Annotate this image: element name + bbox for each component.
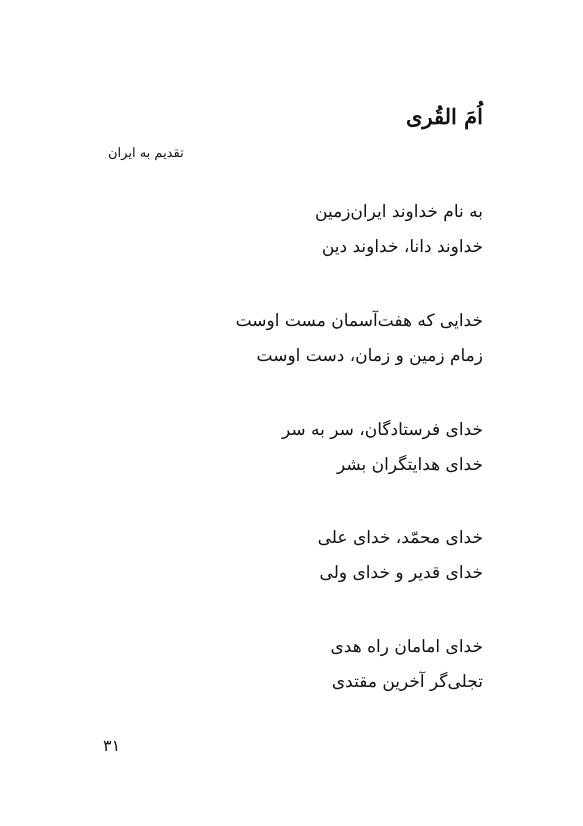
verse-line: خداوند دانا، خداوند دین — [321, 237, 483, 257]
verse-line: خدای هدایتگران بشر — [337, 455, 483, 475]
verse-line: خدای محمّد، خدای علی — [317, 528, 483, 548]
verse-line: تجلی‌گر آخرین مقتدی — [331, 672, 483, 692]
poem-title: اُمَ القُری — [405, 104, 483, 129]
verse-line: خدای امامان راه هدی — [330, 637, 483, 657]
page-number: ۳۱ — [103, 736, 121, 755]
verse-line: زمام زمین و زمان، دست اوست — [256, 346, 483, 366]
dedication: تقدیم به ایران — [108, 146, 184, 161]
verse-line: خدای فرستادگان، سر به سر — [281, 420, 483, 440]
verse-line: خدای قدیر و خدای ولی — [319, 563, 483, 583]
verse-line: خدایی که هفت‌آسمان مست اوست — [235, 311, 483, 331]
verse-line: به نام خداوند ایران‌زمین — [315, 202, 483, 222]
